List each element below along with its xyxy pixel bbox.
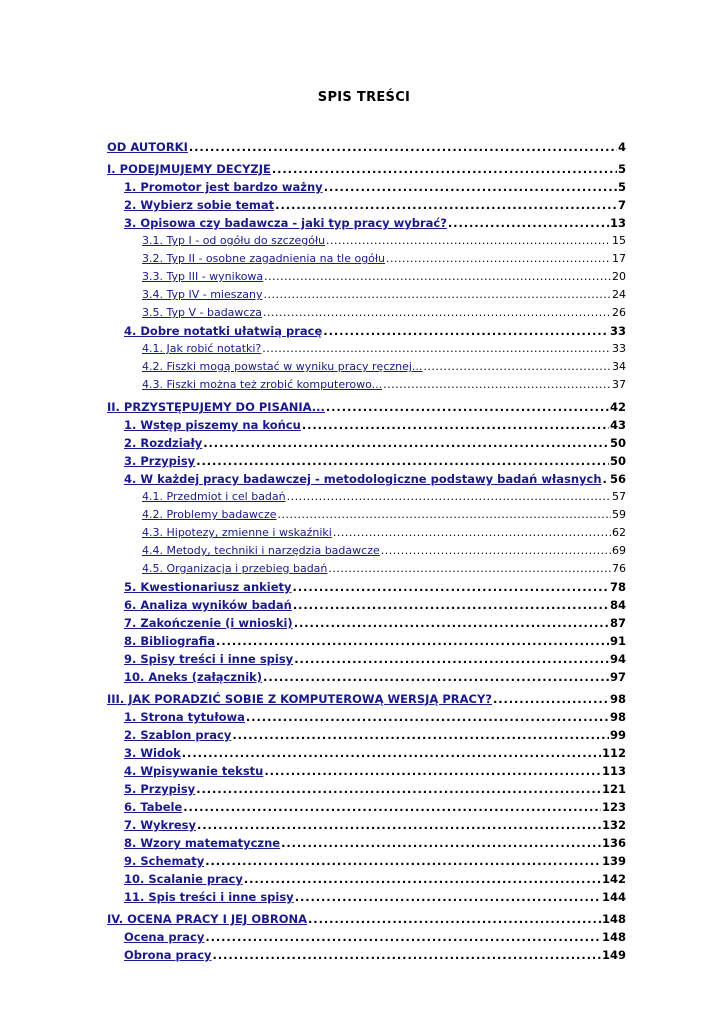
dot-leader: [263, 306, 611, 319]
dot-leader: [386, 252, 611, 265]
toc-section-entry[interactable]: [107, 728, 626, 746]
dot-leader: [293, 580, 609, 594]
dot-leader: [203, 436, 609, 450]
dot-leader: [295, 890, 601, 904]
dot-leader: [294, 616, 609, 630]
toc-page-number: 144: [601, 890, 626, 904]
toc-page-number: 123: [601, 800, 626, 814]
dot-leader: [302, 418, 609, 432]
dot-leader: [323, 324, 609, 338]
toc-entry-link[interactable]: OD AUTORKI: [107, 140, 188, 154]
dot-leader: [216, 634, 609, 648]
toc-page-number: 50: [609, 454, 626, 468]
toc-section-entry[interactable]: [107, 818, 626, 836]
toc-entry-link[interactable]: 5. Przypisy: [124, 782, 196, 796]
toc-entry-link[interactable]: 10. Aneks (załącznik): [124, 670, 263, 684]
toc-page-number: 112: [601, 746, 626, 760]
toc-section-entry[interactable]: [107, 948, 626, 966]
toc-section-entry[interactable]: [107, 800, 626, 818]
toc-section-entry[interactable]: [107, 180, 626, 198]
dot-leader: [326, 234, 611, 247]
dot-leader: [183, 800, 601, 814]
dot-leader: [232, 728, 609, 742]
toc-entry-link[interactable]: 4.1. Jak robić notatki?: [142, 342, 262, 355]
toc-subsection-entry[interactable]: [107, 378, 626, 396]
toc-page-number: 57: [612, 490, 626, 503]
toc-entry-link[interactable]: 5. Kwestionariusz ankiety: [124, 580, 292, 594]
toc-chapter-entry[interactable]: [107, 140, 626, 158]
toc-page-number: 15: [612, 234, 626, 247]
dot-leader: [263, 670, 609, 684]
toc-page-number: 98: [609, 692, 626, 706]
toc-entry-link[interactable]: III. JAK PORADZIĆ SOBIE Z KOMPUTEROWĄ WERSJĄ PRACY?: [107, 692, 492, 706]
toc-page-number: 113: [601, 764, 626, 778]
toc-entry-link[interactable]: II. PRZYSTĘPUJEMY DO PISANIA...: [107, 400, 325, 414]
dot-leader: [326, 400, 609, 414]
toc-chapter-entry[interactable]: [107, 162, 626, 180]
toc-entry-link[interactable]: 3.2. Typ II - osobne zagadnienia na tle ogółu: [142, 252, 386, 265]
toc-entry-link[interactable]: I. PODEJMUJEMY DECYZJE: [107, 162, 271, 176]
toc-entry-link[interactable]: 3. Przypisy: [124, 454, 196, 468]
toc-page-number: 148: [601, 930, 626, 944]
toc-section-entry[interactable]: [107, 854, 626, 872]
dot-leader: [423, 360, 611, 373]
toc-section-entry[interactable]: [107, 216, 626, 234]
toc-page-number: 98: [609, 710, 626, 724]
page-title: SPIS TREŚCI: [317, 90, 411, 105]
toc-section-entry[interactable]: [107, 652, 626, 670]
toc-page-number: 43: [609, 418, 626, 432]
toc-page-number: 149: [601, 948, 626, 962]
dot-leader: [275, 198, 617, 212]
toc-page-number: 50: [609, 436, 626, 450]
toc-section-entry[interactable]: [107, 890, 626, 908]
toc-entry-link[interactable]: 9. Schematy: [124, 854, 205, 868]
toc-page-number: 136: [601, 836, 626, 850]
toc-entry-link[interactable]: 11. Spis treści i inne spisy: [124, 890, 294, 904]
dot-leader: [264, 764, 601, 778]
dot-leader: [281, 836, 601, 850]
toc-entry-link[interactable]: 6. Analiza wyników badań: [124, 598, 292, 612]
toc-entry-link[interactable]: 4.1. Przedmiot i cel badań: [142, 490, 286, 503]
toc-entry-link[interactable]: 3.1. Typ I - od ogółu do szczegółu: [142, 234, 326, 247]
toc-subsection-entry[interactable]: [107, 342, 626, 360]
toc-subsection-entry[interactable]: [107, 526, 626, 544]
toc-subsection-entry[interactable]: [107, 508, 626, 526]
toc-entry-link[interactable]: 4.4. Metody, techniki i narzędzia badawcze: [142, 544, 380, 557]
toc-section-entry[interactable]: [107, 930, 626, 948]
dot-leader: [328, 562, 611, 575]
dot-leader: [324, 180, 617, 194]
toc-section-entry[interactable]: [107, 324, 626, 342]
toc-entry-link[interactable]: 9. Spisy treści i inne spisy: [124, 652, 294, 666]
toc-subsection-entry[interactable]: [107, 360, 626, 378]
toc-page-number: 142: [601, 872, 626, 886]
toc-entry-link[interactable]: 1. Strona tytułowa: [124, 710, 245, 724]
toc-chapter-entry[interactable]: [107, 912, 626, 930]
dot-leader: [263, 288, 611, 301]
dot-leader: [264, 270, 611, 283]
dot-leader: [333, 526, 611, 539]
toc-entry-link[interactable]: 2. Rozdziały: [124, 436, 203, 450]
toc-page-number: 87: [609, 616, 626, 630]
toc-page-number: 139: [601, 854, 626, 868]
dot-leader: [278, 508, 612, 521]
toc-subsection-entry[interactable]: [107, 562, 626, 580]
toc-page-number: 78: [609, 580, 626, 594]
toc-subsection-entry[interactable]: [107, 270, 626, 288]
toc-section-entry[interactable]: [107, 872, 626, 890]
toc-page-number: 13: [609, 216, 626, 230]
toc-entry-link[interactable]: 3. Widok: [124, 746, 181, 760]
toc-entry-link[interactable]: 7. Wykresy: [124, 818, 197, 832]
toc-page-number: 7: [617, 198, 626, 212]
toc-section-entry[interactable]: [107, 472, 626, 490]
toc-entry-link[interactable]: 4.3. Fiszki można też zrobić komputerowo...: [142, 378, 383, 391]
dot-leader: [287, 490, 611, 503]
toc-entry-link[interactable]: 1. Promotor jest bardzo ważny: [124, 180, 323, 194]
toc-page-number: 84: [609, 598, 626, 612]
dot-leader: [493, 692, 609, 706]
dot-leader: [205, 854, 601, 868]
dot-leader: [603, 472, 609, 486]
dot-leader: [196, 454, 609, 468]
toc-page-number: 121: [601, 782, 626, 796]
table-of-contents: [107, 140, 626, 966]
dot-leader: [308, 912, 601, 926]
toc-page-number: 56: [609, 472, 626, 486]
toc-page-number: 94: [609, 652, 626, 666]
toc-section-entry[interactable]: [107, 634, 626, 652]
toc-page-number: 132: [601, 818, 626, 832]
toc-section-entry[interactable]: [107, 746, 626, 764]
toc-entry-link[interactable]: 4.5. Organizacja i przebieg badań: [142, 562, 328, 575]
toc-page-number: 34: [612, 360, 626, 373]
dot-leader: [189, 140, 617, 154]
dot-leader: [244, 872, 601, 886]
toc-page-number: 99: [609, 728, 626, 742]
toc-page-number: 37: [612, 378, 626, 391]
toc-section-entry[interactable]: [107, 836, 626, 854]
toc-section-entry[interactable]: [107, 436, 626, 454]
toc-section-entry[interactable]: [107, 764, 626, 782]
toc-entry-link[interactable]: 3.5. Typ V - badawcza: [142, 306, 262, 319]
toc-subsection-entry[interactable]: [107, 544, 626, 562]
toc-entry-link[interactable]: Ocena pracy: [124, 930, 205, 944]
dot-leader: [448, 216, 609, 230]
toc-subsection-entry[interactable]: [107, 306, 626, 324]
dot-leader: [383, 378, 611, 391]
dot-leader: [213, 948, 601, 962]
toc-section-entry[interactable]: [107, 598, 626, 616]
toc-page-number: 26: [612, 306, 626, 319]
toc-page-number: 33: [612, 342, 626, 355]
toc-entry-link[interactable]: 8. Wzory matematyczne: [124, 836, 281, 850]
dot-leader: [294, 652, 609, 666]
toc-section-entry[interactable]: [107, 418, 626, 436]
toc-page-number: 76: [612, 562, 626, 575]
toc-entry-link[interactable]: 10. Scalanie pracy: [124, 872, 243, 886]
toc-entry-link[interactable]: 4.2. Problemy badawcze: [142, 508, 277, 521]
toc-subsection-entry[interactable]: [107, 288, 626, 306]
dot-leader: [197, 818, 601, 832]
toc-page-number: 62: [612, 526, 626, 539]
toc-page-number: 17: [612, 252, 626, 265]
dot-leader: [196, 782, 601, 796]
toc-entry-link[interactable]: 6. Tabele: [124, 800, 183, 814]
dot-leader: [293, 598, 609, 612]
dot-leader: [246, 710, 609, 724]
toc-section-entry[interactable]: [107, 454, 626, 472]
toc-page-number: 5: [617, 180, 626, 194]
dot-leader: [182, 746, 601, 760]
toc-entry-link[interactable]: 7. Zakończenie (i wnioski): [124, 616, 293, 630]
toc-entry-link[interactable]: 4. Wpisywanie tekstu: [124, 764, 264, 778]
toc-section-entry[interactable]: [107, 616, 626, 634]
dot-leader: [205, 930, 601, 944]
toc-entry-link[interactable]: 3.4. Typ IV - mieszany: [142, 288, 263, 301]
toc-entry-link[interactable]: 4.2. Fiszki mogą powstać w wyniku pracy ręcznej...: [142, 360, 423, 373]
dot-leader: [381, 544, 611, 557]
toc-page-number: 91: [609, 634, 626, 648]
toc-subsection-entry[interactable]: [107, 252, 626, 270]
toc-subsection-entry[interactable]: [107, 234, 626, 252]
toc-entry-link[interactable]: 4.3. Hipotezy, zmienne i wskaźniki: [142, 526, 332, 539]
toc-entry-link[interactable]: 3. Opisowa czy badawcza - jaki typ pracy wybrać?: [124, 216, 447, 230]
toc-section-entry[interactable]: [107, 710, 626, 728]
toc-page-number: 42: [609, 400, 626, 414]
toc-chapter-entry[interactable]: [107, 400, 626, 418]
dot-leader: [272, 162, 617, 176]
toc-subsection-entry[interactable]: [107, 490, 626, 508]
toc-section-entry[interactable]: [107, 782, 626, 800]
toc-section-entry[interactable]: [107, 198, 626, 216]
dot-leader: [262, 342, 611, 355]
toc-entry-link[interactable]: 8. Bibliografia: [124, 634, 216, 648]
toc-chapter-entry[interactable]: [107, 692, 626, 710]
toc-entry-link[interactable]: Obrona pracy: [124, 948, 212, 962]
toc-section-entry[interactable]: [107, 670, 626, 688]
toc-page-number: 20: [612, 270, 626, 283]
toc-page-number: 24: [612, 288, 626, 301]
toc-entry-link[interactable]: 4. Dobre notatki ułatwią pracę: [124, 324, 323, 338]
toc-page-number: 59: [612, 508, 626, 521]
toc-section-entry[interactable]: [107, 580, 626, 598]
toc-page-number: 69: [612, 544, 626, 557]
toc-page-number: 148: [601, 912, 626, 926]
toc-entry-link[interactable]: 3.3. Typ III - wynikowa: [142, 270, 264, 283]
toc-page-number: 4: [617, 140, 626, 154]
toc-page-number: 97: [609, 670, 626, 684]
toc-entry-link[interactable]: 1. Wstęp piszemy na końcu: [124, 418, 301, 432]
toc-entry-link[interactable]: IV. OCENA PRACY I JEJ OBRONA: [107, 912, 308, 926]
toc-entry-link[interactable]: 2. Wybierz sobie temat: [124, 198, 275, 212]
toc-entry-link[interactable]: 2. Szablon pracy: [124, 728, 232, 742]
toc-entry-link[interactable]: 4. W każdej pracy badawczej - metodologiczne podstawy badań własnych: [124, 472, 602, 486]
toc-page-number: 33: [609, 324, 626, 338]
toc-page-number: 5: [617, 162, 626, 176]
